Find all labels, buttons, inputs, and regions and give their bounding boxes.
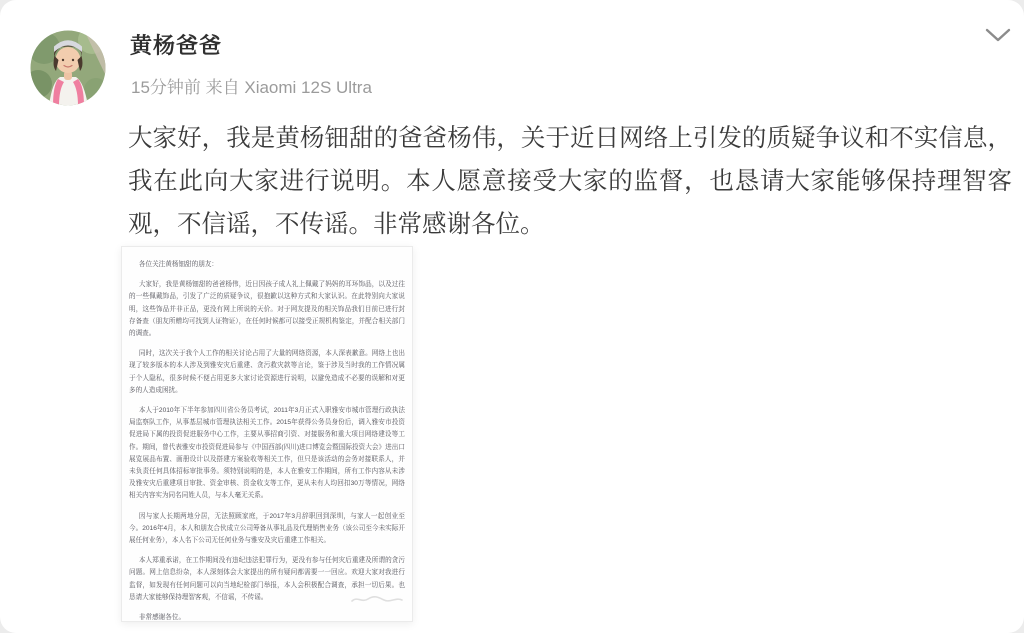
letter-greeting: 各位关注黄杨钿甜的朋友： [138,261,219,268]
statement-letter-image[interactable] [121,246,413,622]
letter-closing: 非常感谢各位。 [138,614,186,622]
post-text: 大家好，我是黄杨钿甜的爸爸杨伟，关于近日网络上引发的质疑争议和不实信息，我在此向大家进行说明。本人愿意接受大家的监督，也恳请大家能够保持理智客观，不信谣，不传谣。非常感谢各位。 [128,125,1012,238]
letter-paragraph: 同时，这次关于我个人工作的相关讨论占用了大量的网络资源，本人深表歉意。网络上也出现了较多版本的本人涉及到雅安灾后重建、贪污救灾款等言论，鉴于涉及当时我的工作情况属于个人隐私，很多时候不便占用更多大家讨论资源进行说明，以避免造成不必要的误解和对更多的人造成困扰。 [129,350,405,394]
collapse-button[interactable] [983,22,1013,48]
letter-paragraph: 因与家人长期两地分居，无法照顾家庭，于2017年3月辞职回到深圳，与家人一起创业至今。2016年4月，本人和朋友合伙成立公司筹备从事礼品及代理销售业务（该公司至今未实际开展任何业务），本人名下公司无任何业务与雅安及灾后重建工作相关。 [129,512,405,545]
letter-paragraph: 本人郑重承诺，在工作期间没有违纪违法犯罪行为，更没有参与任何灾后重建及所谓的贪污问题。网上信息纷杂，本人深刻体会大家提出的所有疑问都需要一一回应。欢迎大家对我进行监督，如发现有任何问题可以向当地纪检部门举报，本人会积极配合调查，承担一切后果。也恳请大家能够保持理智客观，不信谣，不传谣。 [129,557,405,601]
chevron-down-icon [984,27,1012,43]
statement-letter-text [129,259,405,622]
letter-paragraph: 大家好，我是黄杨钿甜的爸爸杨伟，近日因孩子成人礼上佩戴了妈妈的耳环饰品，以及过往的一些佩戴饰品，引发了广泛的质疑争议，很抱歉以这种方式和大家认识。在此特别向大家说明，这些饰品并非正品，更没有网上所说的天价。对于网友提及的相关饰品我们目前已进行封存备查（朋友所赠均可找到人证物证），在任何时候都可以接受正规机构鉴定，并配合相关部门的调查。 [129,281,405,338]
girl-avatar-photo [30,30,106,106]
letter-watermark-mark [350,591,404,609]
letter-paragraph: 本人于2010年下半年参加四川省公务员考试，2011年3月正式入职雅安市城市管理行政执法局监察队工作，从事基层城市管理执法相关工作。2015年获得公务员身份后，调入雅安市投资促进局下属的投资促进服务中心工作，主要从事招商引资、对接服务和重大项目网络建设等工作。期间，曾代表雅安市投资促进局参与《中国西部(四川)进口博览会暨国际投资大会》进出口展览展品布置、画册设计以及搭建方案验收等相关工作，但只是该活动的会务对接联系人，并未负责任何具体招标审批事务。须特别说明的是，本人在雅安工作期间，所有工作内容从未涉及雅安灾后重建项目审批、资金审核、资金收支等工作，更从未有人均回扣30万等情况，网络相关内容实为同名同姓人员，与本人毫无关系。 [129,407,405,500]
username[interactable]: 黄杨爸爸 [130,33,223,58]
post-meta: 15分钟前 来自 Xiaomi 12S Ultra [131,78,372,97]
avatar[interactable] [30,30,106,106]
